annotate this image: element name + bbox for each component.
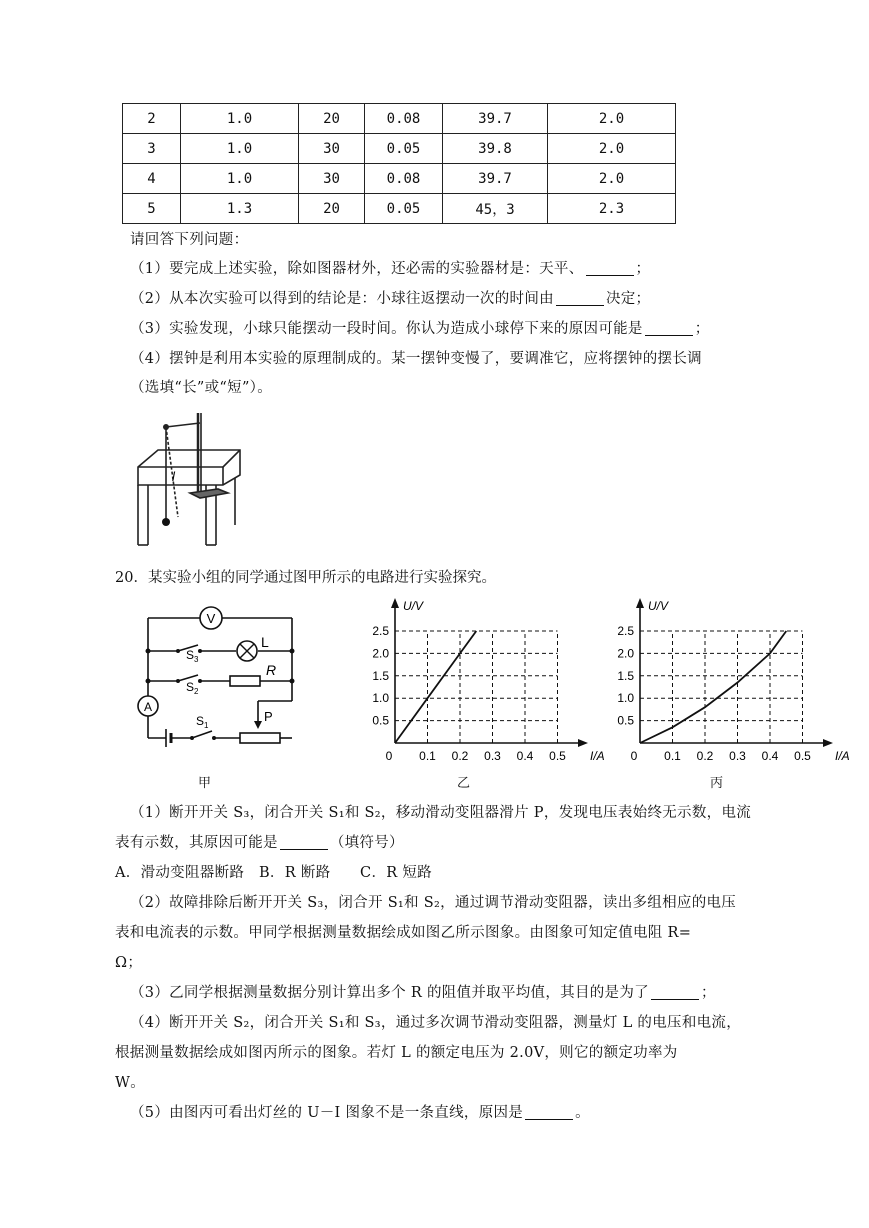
table-cell: 20 xyxy=(299,194,365,224)
table-cell: 2.0 xyxy=(548,164,676,194)
answer-blank xyxy=(645,321,693,336)
q20-part5 xyxy=(130,1101,590,1122)
q20-part2: （2）故障排除后断开开关 S₃，闭合开 S₁和 S₂，通过调节滑动变阻器，读出多组相应的电压 xyxy=(130,895,737,911)
q19-part4: （4）摆钟是利用本实验的原理制成的。某一摆钟变慢了，要调准它，应将摆钟的摆长调 xyxy=(130,351,702,367)
y-tick-label: 0.5 xyxy=(372,713,389,728)
q20-part3-end: ； xyxy=(700,985,716,1001)
table-cell: 2 xyxy=(123,104,181,134)
table-row xyxy=(123,134,676,164)
y-tick-label: 2.5 xyxy=(617,624,634,638)
caption-bing: 丙 xyxy=(710,776,724,791)
table-cell: 0.05 xyxy=(365,194,443,224)
q20-part3 xyxy=(130,981,716,1002)
y-tick-label: 1.0 xyxy=(617,691,634,706)
switch-s3-label xyxy=(186,648,199,664)
switch-s3-letter: S xyxy=(186,648,195,662)
caption-jia: 甲 xyxy=(198,776,212,791)
x-axis-arrow-icon xyxy=(578,739,588,747)
y-axis-arrow-icon xyxy=(636,598,644,608)
x-tick-label: 0.2 xyxy=(696,749,714,763)
q19-part1-end: ； xyxy=(635,261,651,277)
y-tick-label: 0.5 xyxy=(617,713,634,728)
q20-part4-end: W。 xyxy=(115,1075,146,1091)
q19-part2-text: （2）从本次实验可以得到的结论是：小球往返摆动一次的时间由 xyxy=(130,291,554,307)
table-cell: 39.7 xyxy=(443,104,548,134)
table-row xyxy=(123,164,676,194)
q19-part1 xyxy=(130,257,650,278)
x-tick-label: 0.5 xyxy=(794,749,811,763)
x-axis-label: I/A xyxy=(835,749,850,763)
x-axis-arrow-icon xyxy=(823,739,833,747)
y-tick-label: 2.0 xyxy=(617,646,634,661)
resistor-label: R xyxy=(266,662,277,678)
q19-part3-text: （3）实验发现，小球只能摆动一段时间。你认为造成小球停下来的原因可能是 xyxy=(130,321,643,337)
table-cell: 2.3 xyxy=(548,194,676,224)
switch-s1-label xyxy=(196,714,209,730)
answer-blank xyxy=(280,835,328,850)
data-table xyxy=(122,103,676,224)
switch-s2-letter: S xyxy=(186,680,195,694)
q20-part3-text: （3）乙同学根据测量数据分别计算出多个 R 的阻值并取平均值，其目的是为了 xyxy=(130,985,649,1001)
q20-part1-text: 表有示数，其原因可能是 xyxy=(115,835,278,851)
table-cell: 1.0 xyxy=(181,134,299,164)
table-cell: 20 xyxy=(299,104,365,134)
switch-s2-label xyxy=(186,680,199,696)
y-tick-label: 1.5 xyxy=(372,668,389,683)
answer-blank xyxy=(525,1105,573,1120)
table-cell: 5 xyxy=(123,194,181,224)
caption-yi: 乙 xyxy=(457,776,471,791)
slider-arrow-icon xyxy=(254,721,262,729)
q20-part4-cont: 根据测量数据绘成如图丙所示的图象。若灯 L 的额定电压为 2.0V，则它的额定功率为 xyxy=(115,1045,678,1061)
q20-part4: （4）断开开关 S₂，闭合开关 S₁和 S₃，通过多次调节滑动变阻器，测量灯 L 的电压和电流， xyxy=(130,1015,742,1031)
lamp-label: L xyxy=(261,634,269,650)
q19-part1-text: （1）要完成上述实验，除如图器材外，还必需的实验器材是：天平、 xyxy=(130,261,584,277)
table-cell: 4 xyxy=(123,164,181,194)
x-tick-label: 0.1 xyxy=(664,749,681,763)
circuit-diagram xyxy=(130,603,300,753)
x-tick-label: 0.3 xyxy=(729,749,746,763)
y-tick-label: 1.5 xyxy=(617,668,634,683)
table-row xyxy=(123,194,676,224)
x-tick-label: 0.3 xyxy=(484,749,501,763)
x-tick-label: 0.1 xyxy=(419,749,436,763)
ui-graph-yi xyxy=(350,595,605,770)
pendulum-bob-icon xyxy=(162,518,170,526)
table-cell: 0.05 xyxy=(365,134,443,164)
y-tick-label: 2.0 xyxy=(372,646,389,661)
table-cell: 3 xyxy=(123,134,181,164)
switch-s1-letter: S xyxy=(196,714,205,728)
slider-label: P xyxy=(264,709,273,724)
q19-part2-end: 决定； xyxy=(605,291,651,307)
q20-part1-cont xyxy=(115,831,404,852)
y-tick-label: 1.0 xyxy=(372,691,389,706)
q19-part4-cont: （选填“长”或“短”）。 xyxy=(130,380,273,396)
q20-part1-end: （填符号） xyxy=(329,835,404,851)
q19-part3 xyxy=(130,317,710,338)
q19-prompt: 请回答下列问题： xyxy=(130,232,249,248)
x-tick-label: 0.4 xyxy=(761,749,779,763)
pivot-icon xyxy=(163,424,169,430)
q19-part3-end: ； xyxy=(694,321,710,337)
x-tick-label: 0 xyxy=(630,749,638,763)
x-tick-label: 0 xyxy=(385,749,393,763)
table-cell: 39.7 xyxy=(443,164,548,194)
table-cell: 0.08 xyxy=(365,164,443,194)
q20-title: 20．某实验小组的同学通过图甲所示的电路进行实验探究。 xyxy=(115,570,496,586)
series-line xyxy=(395,631,476,743)
q20-part1: （1）断开开关 S₃，闭合开关 S₁和 S₂，移动滑动变阻器滑片 P，发现电压表始终无示数，电流 xyxy=(130,805,752,821)
ammeter-label: A xyxy=(143,700,153,714)
q20-part2-cont: 表和电流表的示数。甲同学根据测量数据绘成如图乙所示图象。由图象可知定值电阻 R= xyxy=(115,925,692,941)
q19-part2 xyxy=(130,287,650,308)
series-line xyxy=(640,631,786,743)
table-cell: 39.8 xyxy=(443,134,548,164)
table-cell: 30 xyxy=(299,164,365,194)
switch-s3-sub: 3 xyxy=(194,655,199,664)
table-cell: 30 xyxy=(299,134,365,164)
y-axis-arrow-icon xyxy=(391,598,399,608)
y-axis-label: U/V xyxy=(648,599,669,613)
voltmeter-label: V xyxy=(206,611,216,626)
table-row xyxy=(123,104,676,134)
y-tick-label: 2.5 xyxy=(372,624,389,638)
y-axis-label: U/V xyxy=(403,599,424,613)
table-cell: 1.0 xyxy=(181,104,299,134)
q20-options: A．滑动变阻器断路 B．R 断路 C．R 短路 xyxy=(115,865,432,881)
table-cell: 1.0 xyxy=(181,164,299,194)
x-axis-label: I/A xyxy=(590,749,605,763)
q20-part5-end: 。 xyxy=(575,1105,590,1121)
switch-s2-sub: 2 xyxy=(194,687,199,696)
answer-blank xyxy=(651,985,699,1000)
q20-part2-end: Ω； xyxy=(115,955,143,971)
table-cell: 1.3 xyxy=(181,194,299,224)
table-cell: 2.0 xyxy=(548,104,676,134)
switch-s1-sub: 1 xyxy=(204,721,209,730)
ui-graph-bing xyxy=(595,595,850,770)
q20-part5-text: （5）由图丙可看出灯丝的 U－I 图象不是一条直线，原因是 xyxy=(130,1105,524,1121)
answer-blank xyxy=(556,291,604,306)
answer-blank xyxy=(586,261,634,276)
table-cell: 45，3 xyxy=(443,194,548,224)
pendulum-figure xyxy=(128,405,248,550)
x-tick-label: 0.4 xyxy=(516,749,534,763)
table-cell: 0.08 xyxy=(365,104,443,134)
x-tick-label: 0.5 xyxy=(549,749,566,763)
length-label: l xyxy=(172,469,175,484)
x-tick-label: 0.2 xyxy=(451,749,469,763)
table-cell: 2.0 xyxy=(548,134,676,164)
